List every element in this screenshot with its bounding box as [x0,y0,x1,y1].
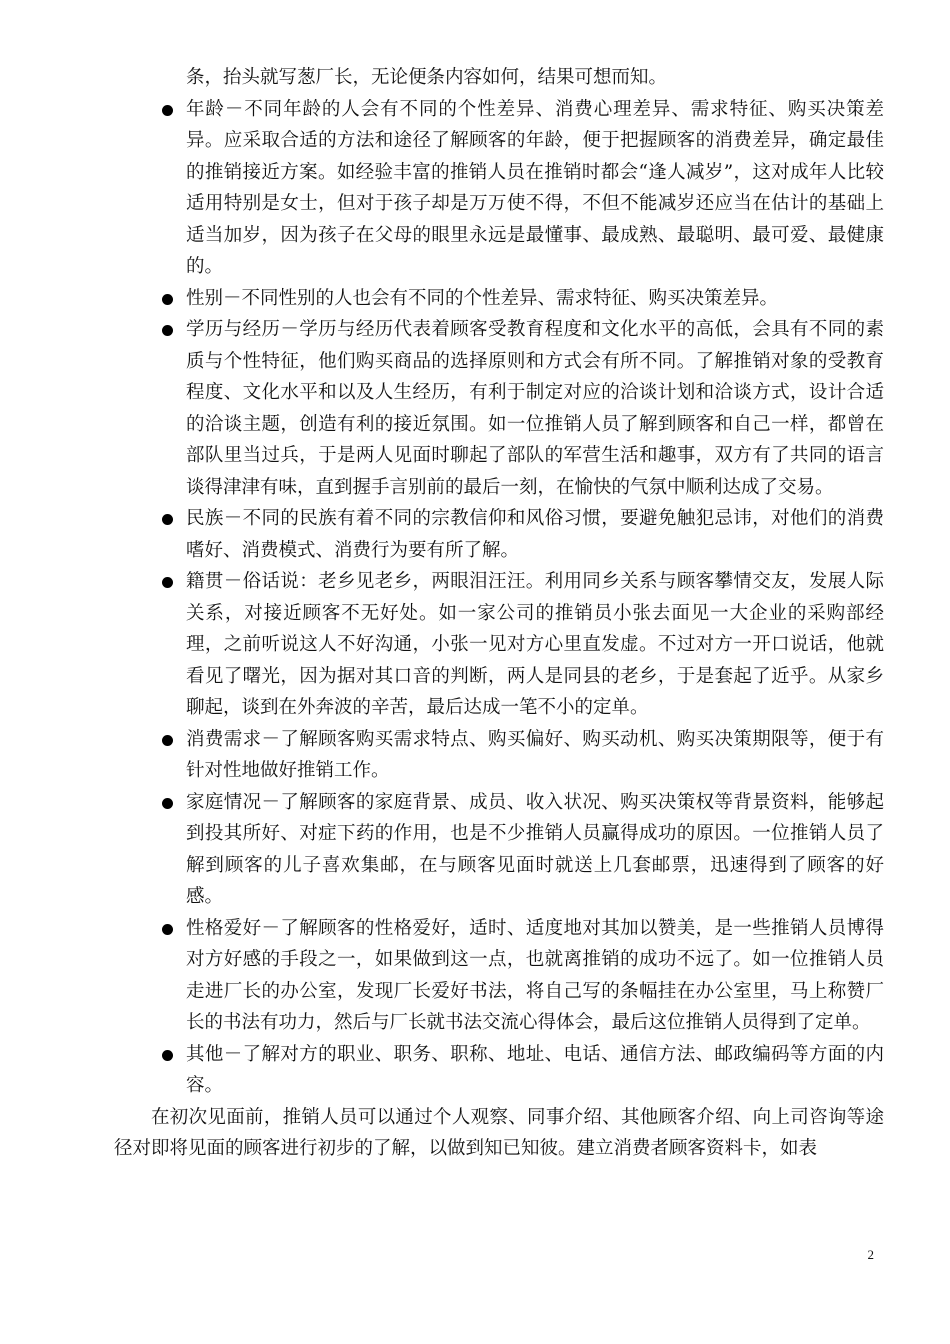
bullet-item-other [114,1039,884,1102]
bullet-dot-icon [162,514,173,525]
bullet-item-education [114,314,884,503]
bullet-item-family [114,787,884,913]
bullet-text: 民族－不同的民族有着不同的宗教信仰和风俗习惯，要避免触犯忌讳，对他们的消费嗜好、消费模式、消费行为要有所了解。 [186,508,884,561]
bullet-dot-icon [162,577,173,588]
continuation-text: 条，抬头就写葱厂长，无论便条内容如何，结果可想而知。 [186,67,668,88]
bullet-dot-icon [162,798,173,809]
bullet-dot-icon [162,1050,173,1061]
bullet-text: 年龄－不同年龄的人会有不同的个性差异、消费心理差异、需求特征、购买决策差异。应采取合适的方法和途径了解顾客的年龄，便于把握顾客的消费差异，确定最佳的推销接近方案。如经验丰富的推销人员在推销时都会“逢人减岁”，这对成年人比较适用特别是女士，但对于孩子却是万万使不得，不但不能减岁还应当在估计的基础上适当加岁，因为孩子在父母的眼里永远是最懂事、最成熟、最聪明、最可爱、最健康的。 [186,98,884,277]
bullet-dot-icon [162,105,173,116]
closing-paragraph: 在初次见面前，推销人员可以通过个人观察、同事介绍、其他顾客介绍、向上司咨询等途径对即将见面的顾客进行初步的了解，以做到知已知彼。建立消费者顾客资料卡，如表 [114,1106,884,1159]
bullet-item-consumer-needs [114,724,884,787]
bullet-text: 性别－不同性别的人也会有不同的个性差异、需求特征、购买决策差异。 [186,287,779,309]
bullet-dot-icon [162,325,173,336]
bullet-item-ethnicity [114,503,884,566]
bullet-item-personality [114,913,884,1039]
bullet-dot-icon [162,924,173,935]
bullet-text: 学历与经历－学历与经历代表着顾客受教育程度和文化水平的高低，会具有不同的素质与个性特征，他们购买商品的选择原则和方式会有所不同。了解推销对象的受教育程度、文化水平和以及人生经历，有利于制定对应的洽谈计划和洽谈方式，设计合适的洽谈主题，创造有利的接近氛围。如一位推销人员了解到顾客和自己一样，都曾在部队里当过兵，于是两人见面时聊起了部队的军营生活和趣事，双方有了共同的语言谈得津津有味，直到握手言别前的最后一刻，在愉快的气氛中顺利达成了交易。 [186,319,884,498]
bullet-dot-icon [162,735,173,746]
document-body [114,62,884,1165]
bullet-item-gender [114,283,884,315]
bullet-text: 其他－了解对方的职业、职务、职称、地址、电话、通信方法、邮政编码等方面的内容。 [186,1043,884,1096]
page-number: 2 [867,1247,874,1262]
bullet-item-age [114,94,884,283]
bullet-text: 家庭情况－了解顾客的家庭背景、成员、收入状况、购买决策权等背景资料，能够起到投其所好、对症下药的作用，也是不少推销人员赢得成功的原因。一位推销人员了解到顾客的儿子喜欢集邮，在与顾客见面时就送上几套邮票，迅速得到了顾客的好感。 [186,791,884,907]
bullet-dot-icon [162,294,173,305]
bullet-text: 消费需求－了解顾客购买需求特点、购买偏好、购买动机、购买决策期限等，便于有针对性地做好推销工作。 [186,728,884,781]
bullet-text: 性格爱好－了解顾客的性格爱好，适时、适度地对其加以赞美，是一些推销人员博得对方好感的手段之一，如果做到这一点，也就离推销的成功不远了。如一位推销人员走进厂长的办公室，发现厂长爱好书法，将自己写的条幅挂在办公室里，马上称赞厂长的书法有功力，然后与厂长就书法交流心得体会，最后这位推销人员得到了定单。 [186,917,884,1033]
bullet-text: 籍贯－俗话说：老乡见老乡，两眼泪汪汪。利用同乡关系与顾客攀情交友，发展人际关系，对接近顾客不无好处。如一家公司的推销员小张去面见一大企业的采购部经理，之前听说这人不好沟通，小张一见对方心里直发虚。不过对方一开口说话，他就看见了曙光，因为据对其口音的判断，两人是同县的老乡，于是套起了近乎。从家乡聊起，谈到在外奔波的辛苦，最后达成一笔不小的定单。 [186,571,884,718]
bullet-item-hometown [114,566,884,724]
